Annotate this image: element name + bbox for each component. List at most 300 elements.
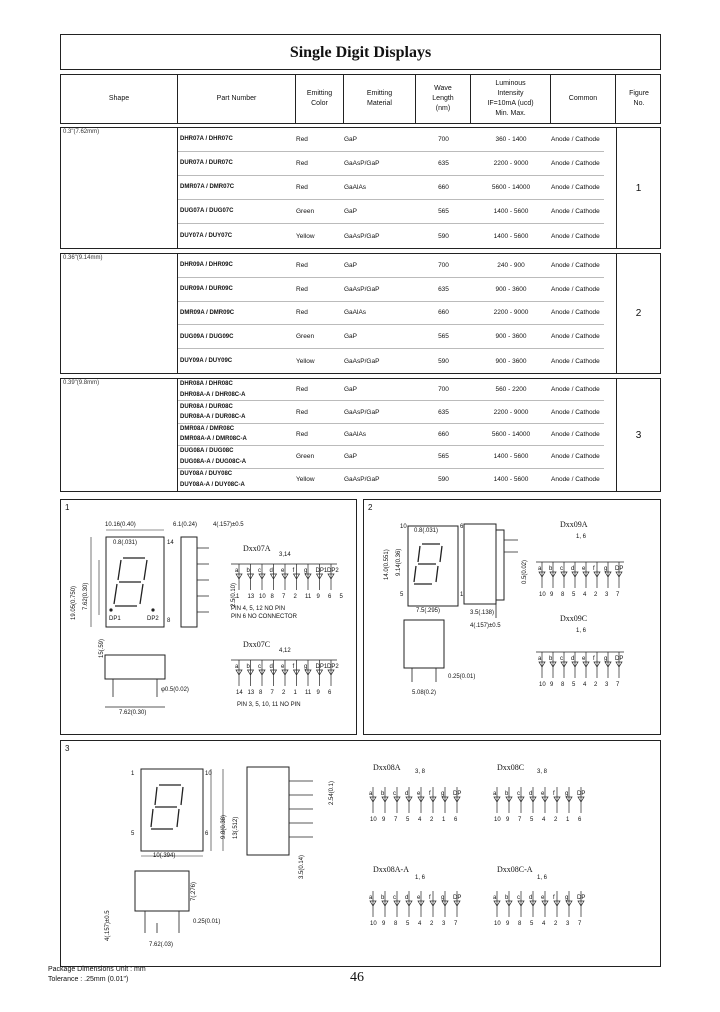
part-number-text: DMR08A / DMR08C (180, 425, 235, 432)
segment-label: g (565, 895, 569, 901)
common-cell: Anode / Cathode (551, 136, 600, 143)
dxx08a-common: 3, 8 (415, 769, 426, 775)
segment-label: b (549, 656, 553, 662)
part-number-text: DUR08A-A / DUR08C-A (180, 414, 246, 421)
intensity-cell: 900 - 3600 (495, 357, 527, 365)
segment-label: c (517, 895, 520, 901)
dxx08c-common: 3, 8 (537, 769, 548, 775)
pin-number: 6 (578, 817, 582, 823)
wave-cell: 700 (438, 386, 449, 394)
segment-label: c (393, 791, 396, 797)
material-cell: GaAlAs (344, 309, 367, 317)
segment-label: d (405, 791, 409, 797)
part-number (180, 128, 296, 151)
shape-label: 0.39"(9.8mm) (63, 380, 100, 386)
part-number (180, 176, 296, 199)
table-row (178, 254, 604, 278)
material-cell: GaAsP/GaP (344, 408, 380, 416)
color-cell: Green (296, 453, 315, 461)
dim-seg: 0.8(.031) (113, 540, 138, 546)
segment-label: d (571, 566, 575, 572)
part-number (180, 401, 296, 422)
common-cell: Anode / Cathode (551, 357, 600, 365)
pin-number: 2 (282, 690, 286, 696)
segment-label: f (593, 656, 595, 662)
pin-number: 4 (542, 921, 546, 927)
segment-label: DP (577, 791, 586, 797)
color-cell: Green (296, 208, 315, 215)
pin-number: 9 (506, 817, 510, 823)
dim-body: 7(.276) (191, 881, 197, 901)
pin-8: 8 (167, 618, 171, 624)
wave-cell: 660 (438, 184, 449, 191)
dim-pitch: 2.54(0.1) (329, 780, 335, 805)
dim-bottom-width: 7.62(0.30) (119, 710, 147, 716)
segment-label: d (529, 791, 533, 797)
dim-pin-length: 4(.157)±0.5 (470, 623, 501, 629)
intensity-cell: 1400 - 5600 (493, 453, 529, 461)
pin-number: 2 (430, 921, 434, 927)
pin-number: 3 (605, 682, 609, 688)
pin-number: 9 (506, 921, 510, 927)
pin-number: 2 (293, 594, 297, 600)
dim-width: 10(.394) (153, 853, 176, 859)
segment-label: d (529, 895, 533, 901)
figure-3-drawing (61, 741, 662, 968)
pin-number: 7 (282, 594, 286, 600)
pin-number: 7 (616, 592, 620, 598)
segment-label: f (292, 664, 295, 670)
pin-number: 10 (370, 817, 377, 823)
diode-symbol (294, 564, 300, 590)
part-number-text: DUY09A / DUY09C (180, 357, 233, 364)
segment-label: a (369, 895, 373, 901)
header-cell: Luminous Intensity IF=10mA (ucd) Min. Max. (471, 75, 551, 123)
segment-label: c (560, 566, 563, 572)
wave-cell: 590 (438, 232, 449, 240)
figure-2-panel (363, 499, 661, 735)
part-number (180, 325, 296, 348)
pin-1: 1 (131, 771, 135, 777)
intensity-cell: 5600 - 14000 (491, 430, 531, 438)
segment-label: g (441, 895, 445, 901)
intensity-cell: 2200 - 9000 (493, 408, 529, 416)
part-number (180, 152, 296, 175)
pin-number: 7 (518, 817, 522, 823)
figure-1-label: 1 (65, 503, 70, 512)
dim-height: 14.0(0.551) (384, 549, 390, 580)
header-cell: Common (551, 75, 616, 123)
table-row (178, 401, 604, 423)
common-cell: Anode / Cathode (551, 430, 600, 438)
segment-label: b (381, 791, 385, 797)
intensity-cell: 240 - 900 (497, 261, 525, 269)
dxx08a-a-title: Dxx08A-A (373, 865, 409, 874)
pin-number: 11 (305, 594, 312, 600)
segment-label: c (517, 791, 520, 797)
pin-number: 5 (339, 594, 343, 600)
part-number-text: DHR07A / DHR07C (180, 136, 233, 143)
part-number-text: DMR07A / DMR07C (180, 184, 235, 191)
segment-label: c (258, 568, 261, 574)
spec-group (60, 253, 661, 374)
segment-label: f (593, 566, 595, 572)
segment-label: f (429, 895, 431, 901)
segment-label: e (541, 791, 545, 797)
wave-cell: 635 (438, 160, 449, 167)
shape-label: 0.3"(7.62mm) (63, 129, 100, 135)
segment-label: d (269, 568, 273, 574)
dim-lead: 0.5(0.02) (522, 559, 528, 584)
header-cell: Emitting Material (344, 75, 416, 123)
pin-number: 14 (236, 690, 243, 696)
pin-number: 3 (442, 921, 446, 927)
segment-label: DP (615, 566, 624, 572)
segment-label: e (281, 664, 285, 670)
segment-label: DP (615, 656, 624, 662)
pin-number: 4 (583, 682, 587, 688)
pin-number: 3 (566, 921, 570, 927)
intensity-cell: 5600 - 14000 (491, 184, 531, 191)
intensity-cell: 1400 - 5600 (493, 476, 529, 484)
table-row (178, 379, 604, 401)
dxx07c-title: Dxx07C (243, 640, 271, 649)
part-number-text: DUG08A / DUG08C (180, 448, 234, 455)
dxx07a-note1: PIN 4, 5, 12 NO PIN (231, 606, 286, 612)
part-number-text: DUR08A / DUR08C (180, 403, 233, 410)
table-row (178, 302, 604, 326)
segment-label: b (505, 791, 509, 797)
segment-label: a (538, 656, 542, 662)
common-cell: Anode / Cathode (551, 208, 600, 215)
dim-pin-dia: φ0.5(0.02) (161, 687, 189, 693)
pin-number: 5 (572, 682, 576, 688)
dim-pin-thick: 0.25(0.01) (193, 919, 221, 925)
pin-14: 14 (167, 540, 174, 546)
intensity-cell: 1400 - 5600 (493, 232, 529, 240)
dxx09a-common: 1, 6 (576, 534, 587, 540)
table-row (178, 446, 604, 468)
segment-label: b (549, 566, 553, 572)
figure-3-panel (60, 740, 661, 967)
part-number-text: DUY08A-A / DUY08C-A (180, 481, 245, 488)
footer-tolerance: Tolerance : .25mm (0.01") (48, 976, 129, 983)
wave-cell: 565 (438, 453, 449, 461)
pin-number: 8 (561, 592, 565, 598)
pin-number: 7 (394, 817, 398, 823)
pin-number: 8 (259, 690, 263, 696)
common-cell: Anode / Cathode (551, 261, 600, 269)
figure-2-label: 2 (368, 503, 373, 512)
dim-height: 19.05(0.750) (71, 585, 77, 620)
segment-label: d (269, 664, 273, 670)
pin-number: 9 (382, 817, 386, 823)
part-number (180, 224, 296, 248)
color-cell: Yellow (296, 357, 315, 365)
intensity-cell: 560 - 2200 (495, 386, 527, 394)
segment-label: g (441, 791, 445, 797)
pin-number: 9 (550, 592, 554, 598)
pin-number: 8 (270, 594, 274, 600)
dim-seg: 0.8(.031) (414, 528, 439, 534)
figure-1-panel (60, 499, 357, 735)
dxx09c-common: 1, 6 (576, 628, 587, 634)
footer-units: Package Dimensions Unit : mm (48, 966, 146, 973)
part-number (180, 200, 296, 223)
pin-number: 6 (328, 690, 332, 696)
table-row (178, 424, 604, 446)
header-cell: Wave Length (nm) (416, 75, 471, 123)
segment-label: f (553, 895, 555, 901)
pin-number: 7 (578, 921, 582, 927)
segment-label: a (493, 791, 497, 797)
header-cell: Figure No. (629, 90, 649, 107)
dim-width: 7.5(.295) (416, 608, 441, 614)
color-cell: Yellow (296, 476, 315, 484)
pin-number: 2 (594, 592, 598, 598)
table-row (178, 278, 604, 302)
pin-number: 10 (494, 921, 501, 927)
table-row (178, 128, 604, 152)
pin-number: 1 (566, 817, 570, 823)
pin-number: 9 (550, 682, 554, 688)
pin-number: 5 (530, 817, 534, 823)
color-cell: Green (296, 333, 315, 341)
part-number (180, 349, 296, 373)
material-cell: GaP (344, 453, 358, 461)
pin-number: 1 (293, 690, 297, 696)
part-number-text: DUR07A / DUR07C (180, 160, 233, 167)
pin-number: 10 (539, 682, 546, 688)
material-cell: GaAsP/GaP (344, 357, 380, 365)
dim-height: 13(.512) (233, 816, 239, 839)
wave-cell: 635 (438, 285, 449, 293)
segment-label: a (369, 791, 373, 797)
common-cell: Anode / Cathode (551, 453, 600, 461)
part-number-text: DHR09A / DHR09C (180, 262, 233, 269)
dxx07c-common: 4,12 (279, 648, 291, 654)
pin-number: 4 (418, 921, 422, 927)
table-row (178, 349, 604, 373)
material-cell: GaAlAs (344, 430, 367, 438)
pin-number: 10 (259, 594, 266, 600)
pin-number: 8 (561, 682, 565, 688)
intensity-cell: 900 - 3600 (495, 285, 527, 293)
segment-label: DP1 (315, 664, 328, 670)
pin-number: 10 (539, 592, 546, 598)
part-number-text: DUG07A / DUG07C (180, 208, 234, 215)
dim-pitch: 7.62(0.30) (83, 582, 89, 610)
common-cell: Anode / Cathode (551, 160, 600, 167)
segment-label: a (493, 895, 497, 901)
pin-number: 5 (572, 592, 576, 598)
common-cell: Anode / Cathode (551, 408, 600, 416)
figure-1-drawing (61, 500, 358, 736)
color-cell: Red (296, 386, 308, 394)
material-cell: GaAsP/GaP (344, 160, 380, 167)
pin-number: 2 (554, 817, 558, 823)
pin-5: 5 (131, 831, 135, 837)
part-number-text: DUG09A / DUG09C (180, 333, 234, 340)
figure-number: 1 (616, 128, 660, 248)
header-cell: Emitting Color (296, 75, 344, 123)
dxx07a-common: 3,14 (279, 552, 291, 558)
wave-cell: 565 (438, 333, 449, 341)
diode-symbol (294, 660, 300, 686)
segment-label: DP (453, 791, 462, 797)
part-number-text: DUR09A / DUR09C (180, 285, 233, 292)
dim-pin-thick: 0.25(0.01) (448, 674, 476, 680)
dim-pin-length: 4(.157)±0.5 (105, 910, 111, 941)
pin-number: 10 (494, 817, 501, 823)
color-cell: Red (296, 408, 308, 416)
table-header (60, 74, 661, 124)
intensity-cell: 1400 - 5600 (493, 208, 529, 215)
segment-label: g (604, 566, 608, 572)
common-cell: Anode / Cathode (551, 285, 600, 293)
pin-1: 1 (460, 592, 464, 598)
segment-label: b (246, 664, 250, 670)
dim-digit: 9.8(0.38) (221, 814, 227, 839)
wave-cell: 590 (438, 476, 449, 484)
segment-label: b (505, 895, 509, 901)
dim-pin-length: 4(.157)±0.5 (213, 522, 244, 528)
segment-label: f (292, 568, 295, 574)
part-number-text: DMR09A / DMR09C (180, 309, 235, 316)
intensity-cell: 2200 - 9000 (493, 160, 529, 167)
pin-number: 9 (382, 921, 386, 927)
pin-number: 6 (454, 817, 458, 823)
color-cell: Red (296, 285, 308, 293)
material-cell: GaP (344, 136, 358, 143)
common-cell: Anode / Cathode (551, 476, 600, 484)
figure-2-drawing (364, 500, 662, 736)
part-number-text: DMR08A-A / DMR08C-A (180, 436, 247, 443)
pin-number: 2 (554, 921, 558, 927)
wave-cell: 660 (438, 309, 449, 317)
pin-number: 9 (316, 594, 320, 600)
table-row (178, 176, 604, 200)
segment-label: e (417, 791, 421, 797)
part-number (180, 254, 296, 277)
pin-number: 7 (270, 690, 274, 696)
page-title: Single Digit Displays (60, 34, 661, 70)
pin-5: 5 (400, 592, 404, 598)
pin-number: 9 (316, 690, 320, 696)
table-row (178, 224, 604, 248)
part-number (180, 469, 296, 491)
pin-number: 7 (454, 921, 458, 927)
pin-number: 5 (406, 817, 410, 823)
segment-label: e (541, 895, 545, 901)
dim-digit: 15(.59) (99, 638, 105, 658)
segment-label: a (235, 664, 239, 670)
segment-label: DP2 (327, 568, 339, 574)
spec-group (60, 378, 661, 492)
pin-number: 7 (616, 682, 620, 688)
dxx09c-title: Dxx09C (560, 614, 588, 623)
segment-label: f (429, 791, 431, 797)
part-number-text: DUY08A / DUY08C (180, 471, 233, 478)
table-row (178, 325, 604, 349)
pin-number: 1 (236, 594, 240, 600)
intensity-cell: 900 - 3600 (495, 333, 527, 341)
table-row (178, 152, 604, 176)
common-cell: Anode / Cathode (551, 184, 600, 191)
dxx07a-note2: PIN 6 NO CONNECTOR (231, 614, 297, 620)
pin-number: 8 (518, 921, 522, 927)
dxx08c-title: Dxx08C (497, 763, 525, 772)
figure-3-label: 3 (65, 744, 70, 753)
part-number (180, 446, 296, 467)
segment-label: g (604, 656, 608, 662)
wave-cell: 635 (438, 408, 449, 416)
dim-depth: 6.1(0.24) (173, 522, 198, 528)
dim-depth: 3.5(0.14) (299, 854, 305, 879)
segment-label: a (235, 568, 239, 574)
color-cell: Red (296, 261, 308, 269)
pin-6: 6 (205, 831, 209, 837)
part-number-text: DUY07A / DUY07C (180, 232, 233, 239)
page-number: 46 (350, 970, 364, 985)
dim-pitch: 5.08(0.2) (412, 690, 437, 696)
pin-number: 6 (328, 594, 332, 600)
wave-cell: 590 (438, 357, 449, 365)
dxx08c-a-common: 1, 6 (537, 875, 548, 881)
wave-cell: 700 (438, 261, 449, 269)
segment-label: a (538, 566, 542, 572)
pin-number: 5 (530, 921, 534, 927)
dxx09a-title: Dxx09A (560, 520, 588, 529)
material-cell: GaP (344, 333, 358, 341)
common-cell: Anode / Cathode (551, 386, 600, 394)
pin-6: 6 (460, 524, 464, 530)
intensity-cell: 360 - 1400 (495, 136, 527, 143)
part-number-text: DHR08A-A / DHR08C-A (180, 391, 246, 398)
table-row (178, 469, 604, 491)
intensity-cell: 2200 - 9000 (493, 309, 529, 317)
dim-bottom-width: 7.62(.03) (149, 942, 174, 948)
segment-label: c (258, 664, 261, 670)
dxx08a-title: Dxx08A (373, 763, 401, 772)
pin-number: 11 (305, 690, 312, 696)
part-number (180, 424, 296, 445)
color-cell: Red (296, 184, 308, 191)
segment-label: b (381, 895, 385, 901)
pin-number: 5 (406, 921, 410, 927)
pin-number: 8 (394, 921, 398, 927)
segment-label: d (405, 895, 409, 901)
color-cell: Red (296, 309, 308, 317)
pin-number: 4 (418, 817, 422, 823)
dim-depth: 3.5(.138) (470, 610, 495, 616)
wave-cell: 660 (438, 430, 449, 438)
material-cell: GaAsP/GaP (344, 476, 380, 484)
segment-label: g (304, 664, 308, 670)
figure-number: 2 (616, 254, 660, 373)
common-cell: Anode / Cathode (551, 232, 600, 240)
segment-label: d (571, 656, 575, 662)
dxx08c-a-title: Dxx08C-A (497, 865, 533, 874)
color-cell: Red (296, 136, 308, 143)
part-number (180, 278, 296, 301)
header-cell: Shape (61, 75, 178, 123)
pin-10: 10 (205, 771, 212, 777)
material-cell: GaAsP/GaP (344, 285, 380, 293)
common-cell: Anode / Cathode (551, 309, 600, 317)
material-cell: GaP (344, 261, 358, 269)
segment-label: g (304, 568, 308, 574)
